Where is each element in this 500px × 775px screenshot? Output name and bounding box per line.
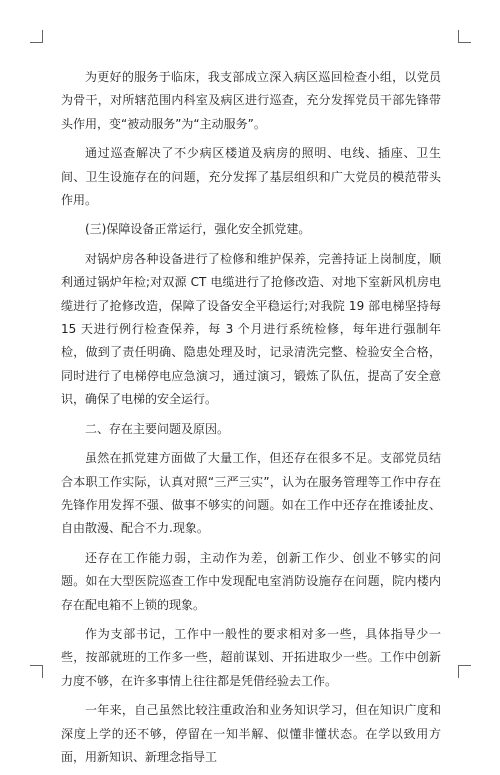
paragraph: 作为支部书记，工作中一般性的要求相对多一些，具体指导少一些，按部就班的工作多一些，超前谋划、开拓进取少一些。工作中创新力度不够，在许多事情上往往都是凭借经验去工作。 — [61, 626, 441, 688]
paragraph: 还存在工作能力弱，主动作为差，创新工作少、创业不够实的问题。如在大型医院巡查工作中发现配电室消防设施存在问题，院内楼内存在配电箱不上锁的现象。 — [61, 550, 441, 612]
paragraph: 通过巡查解决了不少病区楼道及病房的照明、电线、插座、卫生间、卫生设施存在的问题，充分发挥了基层组织和广大党员的模范带头作用。 — [61, 146, 441, 208]
paragraph: 对锅炉房各种设备进行了检修和维护保养，完善持证上岗制度，顺利通过锅炉年检;对双源 CT 电缆进行了抢修改造、对地下室新风机房电缆进行了抢修改造，保障了设备安全平稳运行;对我院 19 部电梯坚持每 15 天进行例行检查保养，每 3 个月进行系统检修，每年进行强制年检，做到了责任明确、隐患处理及时，记录清洗完整、检验安全合格，同时进行了电梯停电应急演习，通过演习，锻炼了队伍，提高了安全意识，确保了电梯的安全运行。 — [61, 251, 441, 407]
section-heading: (三)保障设备正常运行，强化安全抓党建。 — [85, 222, 311, 237]
section-heading: 二、存在主要问题及原因。 — [85, 421, 230, 436]
crop-mark-top-left — [30, 30, 43, 43]
paragraph: 为更好的服务于临床，我支部成立深入病区巡回检查小组，以党员为骨干，对所辖范围内科室及病区进行巡查，充分发挥党员干部先锋带头作用，变“被动服务”为“主动服务”。 — [61, 70, 441, 131]
crop-mark-bottom-right — [458, 665, 471, 678]
crop-mark-top-right — [458, 30, 471, 43]
document-body — [61, 66, 441, 775]
crop-mark-bottom-left — [30, 665, 43, 678]
paragraph: 一年来，自己虽然比较注重政治和业务知识学习，但在知识广度和深度上学的还不够，停留在一知半解、似懂非懂状态。在学以致用方面，用新知识、新理念指导工 — [61, 703, 441, 764]
paragraph: 虽然在抓党建方面做了大量工作，但还存在很多不足。支部党员结合本职工作实际，认真对照“三严三实”，认为在服务管理等工作中存在先锋作用发挥不强、做事不够实的问题。如在工作中还存在推诿扯皮、自由散漫、配合不力.现象。 — [61, 451, 441, 536]
